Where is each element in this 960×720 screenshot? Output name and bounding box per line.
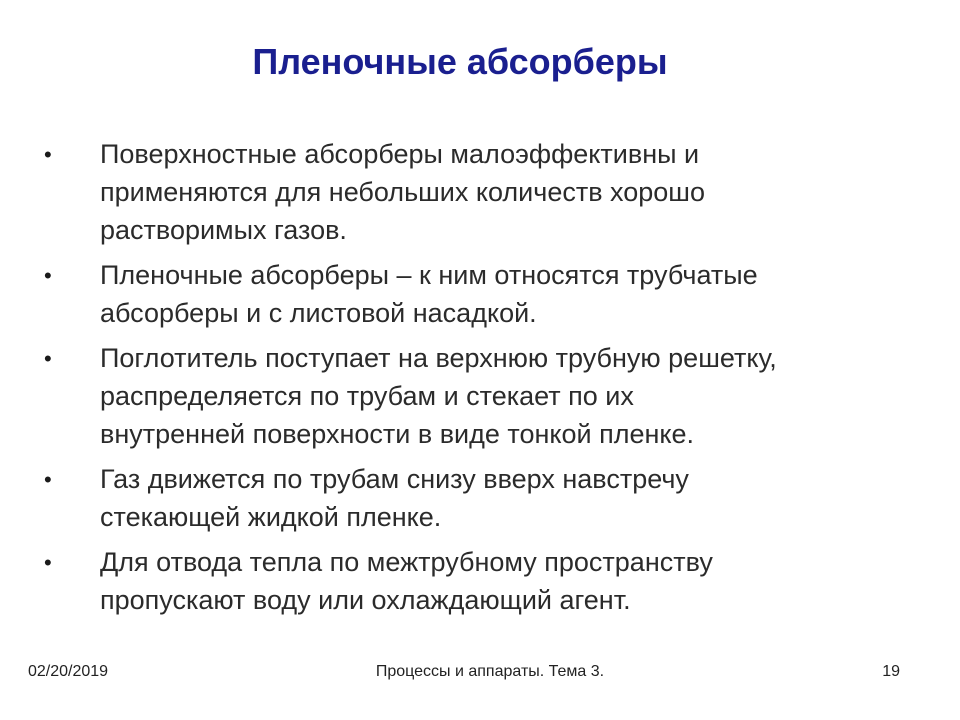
page-number: 19 xyxy=(882,663,900,680)
bullet-item xyxy=(0,460,960,536)
bullet-marker: • xyxy=(44,550,52,575)
bullet-item xyxy=(0,135,960,249)
slide-title: Пленочные абсорберы xyxy=(252,41,668,82)
bullet-text: Пленочные абсорберы – к ним относятся трубчатые абсорберы и с листовой насадкой. xyxy=(100,260,758,328)
bullet-text: Поверхностные абсорберы малоэффективны и применяются для небольших количеств хорошо растворимых газов. xyxy=(100,139,705,245)
bullet-item xyxy=(0,339,960,453)
bullet-list xyxy=(0,135,960,626)
footer-date: 02/20/2019 xyxy=(28,663,109,680)
bullet-marker: • xyxy=(44,346,52,371)
bullet-item xyxy=(0,256,960,332)
bullet-item xyxy=(0,543,960,619)
footer-caption: Процессы и аппараты. Тема 3. xyxy=(375,663,605,680)
bullet-marker: • xyxy=(44,142,52,167)
bullet-marker: • xyxy=(44,467,52,492)
bullet-text: Газ движется по трубам снизу вверх навстречу стекающей жидкой пленке. xyxy=(100,464,689,532)
bullet-text: Поглотитель поступает на верхнюю трубную решетку, распределяется по трубам и стекает по их внутренней поверхности в виде тонкой пленке. xyxy=(100,343,777,449)
bullet-text: Для отвода тепла по межтрубному пространству пропускают воду или охлаждающий агент. xyxy=(100,547,713,615)
bullet-marker: • xyxy=(44,263,52,288)
